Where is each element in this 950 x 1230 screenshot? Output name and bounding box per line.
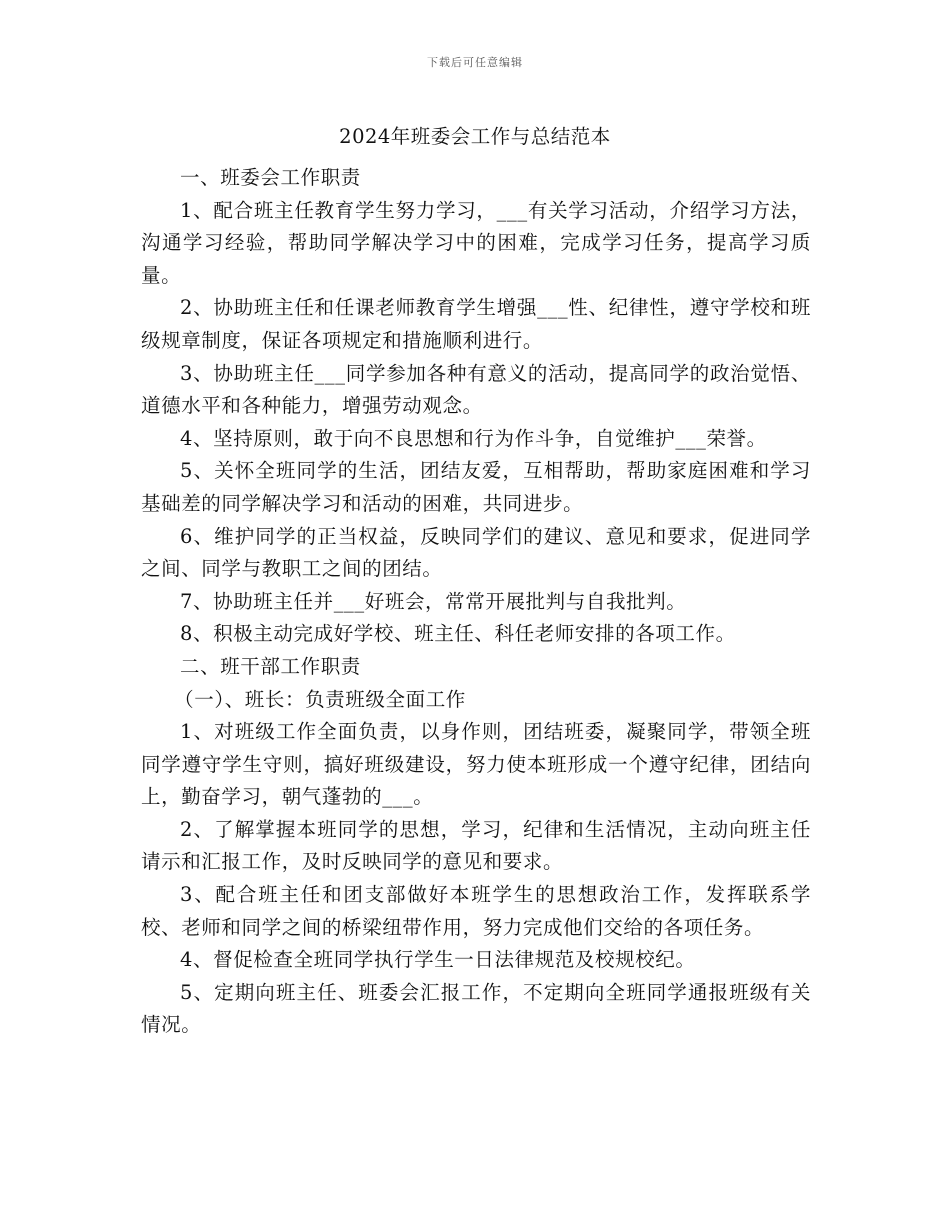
paragraph: 4、督促检查全班同学执行学生一日法律规范及校规校纪。 — [180, 948, 696, 972]
subsection-heading: （一）、班长：负责班级全面工作 — [174, 687, 466, 711]
paragraph: 5、关怀全班同学的生活，团结友爱，互相帮助，帮助家庭困难和学习基础差的同学解决学习和活动的困难，共同进步。 — [141, 459, 811, 515]
paragraph: 3、配合班主任和团支部做好本班学生的思想政治工作，发挥联系学校、老师和同学之间的桥梁纽带作用，努力完成他们交给的各项任务。 — [141, 883, 811, 939]
section-heading: 一、班委会工作职责 — [180, 166, 361, 189]
paragraph: 2、了解掌握本班同学的思想，学习，纪律和生活情况，主动向班主任请示和汇报工作，及时反映同学的意见和要求。 — [141, 817, 811, 874]
paragraph: 4、坚持原则，敢于向不良思想和行为作斗争，自觉维护___荣誉。 — [180, 426, 767, 450]
paragraph: 6、维护同学的正当权益，反映同学们的建议、意见和要求，促进同学之间、同学与教职工之间的团结。 — [141, 524, 811, 581]
document-body — [141, 162, 811, 1042]
section-heading: 二、班干部工作职责 — [180, 654, 361, 678]
paragraph: 5、定期向班主任、班委会汇报工作，不定期向全班同学通报班级有关情况。 — [141, 980, 811, 1037]
paragraph: 8、积极主动完成好学校、班主任、科任老师安排的各项工作。 — [180, 622, 736, 646]
paragraph: 7、协助班主任并___好班会，常常开展批判与自我批判。 — [180, 589, 687, 613]
document-title: 2024年班委会工作与总结范本 — [339, 125, 611, 148]
paragraph: 2、协助班主任和任课老师教育学生增强___性、纪律性，遵守学校和班级规章制度，保证各项规定和措施顺利进行。 — [141, 296, 811, 352]
paragraph: 1、配合班主任教育学生努力学习，___有关学习活动，介绍学习方法，沟通学习经验，帮助同学解决学习中的困难，完成学习任务，提高学习质量。 — [141, 198, 811, 287]
paragraph: 3、协助班主任___同学参加各种有意义的活动，提高同学的政治觉悟、道德水平和各种能力，增强劳动观念。 — [141, 361, 811, 418]
header-note: 下载后可任意编辑 — [427, 56, 523, 69]
paragraph: 1、对班级工作全面负责，以身作则，团结班委，凝聚同学，带领全班同学遵守学生守则，搞好班级建设，努力使本班形成一个遵守纪律，团结向上，勤奋学习，朝气蓬勃的___。 — [141, 720, 811, 809]
